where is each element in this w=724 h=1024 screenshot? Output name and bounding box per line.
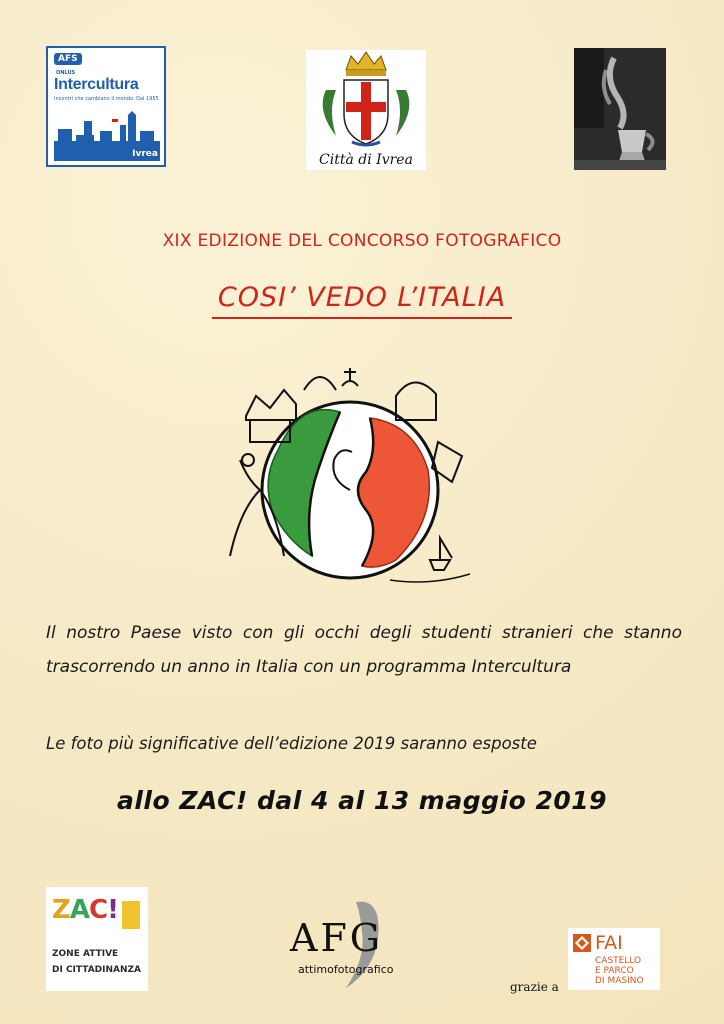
afs-onlus: ONLUS	[56, 70, 76, 76]
thanks-label: grazie a	[510, 980, 559, 994]
afs-tagline: Incontri che cambiano il mondo. Dal 1955	[54, 96, 159, 102]
zac-line-1: ZONE ATTIVE	[52, 949, 119, 959]
zac-letter-c: C	[88, 895, 108, 925]
zac-letter-a: A	[69, 895, 89, 925]
afg-subtitle: attimofotografico	[298, 963, 394, 976]
main-title-wrap	[0, 282, 724, 313]
italy-globe-illustration	[200, 360, 500, 590]
afs-city-label: Ivrea	[132, 149, 158, 159]
exhibition-dates: allo ZAC! dal 4 al 13 maggio 2019	[116, 786, 608, 815]
moka-photo	[574, 48, 666, 170]
ivrea-caption: Città di Ivrea	[319, 152, 413, 168]
afg-logo	[286, 898, 436, 990]
zac-logo	[46, 887, 148, 991]
fai-line-1: CASTELLO	[595, 956, 642, 966]
fai-name: FAI	[595, 932, 623, 954]
zac-wordmark	[52, 895, 118, 925]
afs-title: Intercultura	[54, 76, 139, 93]
fai-emblem-icon	[573, 934, 591, 952]
main-title: COSI’ VEDO L’ITALIA	[212, 282, 512, 319]
fai-logo	[568, 928, 660, 990]
afs-badge: AFS	[54, 53, 82, 65]
exhibition-text: Le foto più significative dell’edizione 2019 saranno esposte	[46, 734, 537, 753]
fai-line-3: DI MASINO	[595, 976, 644, 986]
zac-exclamation: !	[107, 895, 118, 925]
globe-drawing-icon	[200, 360, 500, 590]
moka-pot-image-icon	[574, 48, 666, 170]
citta-di-ivrea-logo	[306, 50, 426, 170]
zac-line-2: DI CITTADINANZA	[52, 965, 141, 975]
zac-letter-z: Z	[52, 895, 70, 925]
fai-line-2: E PARCO	[595, 966, 634, 976]
edition-heading: XIX EDIZIONE DEL CONCORSO FOTOGRAFICO	[162, 231, 562, 251]
description-paragraph: Il nostro Paese visto con gli occhi degli studenti stranieri che stanno trascorrendo un anno in Italia con un programma Intercultura	[46, 623, 682, 677]
zac-house-icon	[122, 901, 140, 929]
afg-title: AFG	[290, 916, 384, 960]
coat-of-arms-icon	[306, 50, 426, 148]
afs-intercultura-logo	[46, 46, 166, 167]
